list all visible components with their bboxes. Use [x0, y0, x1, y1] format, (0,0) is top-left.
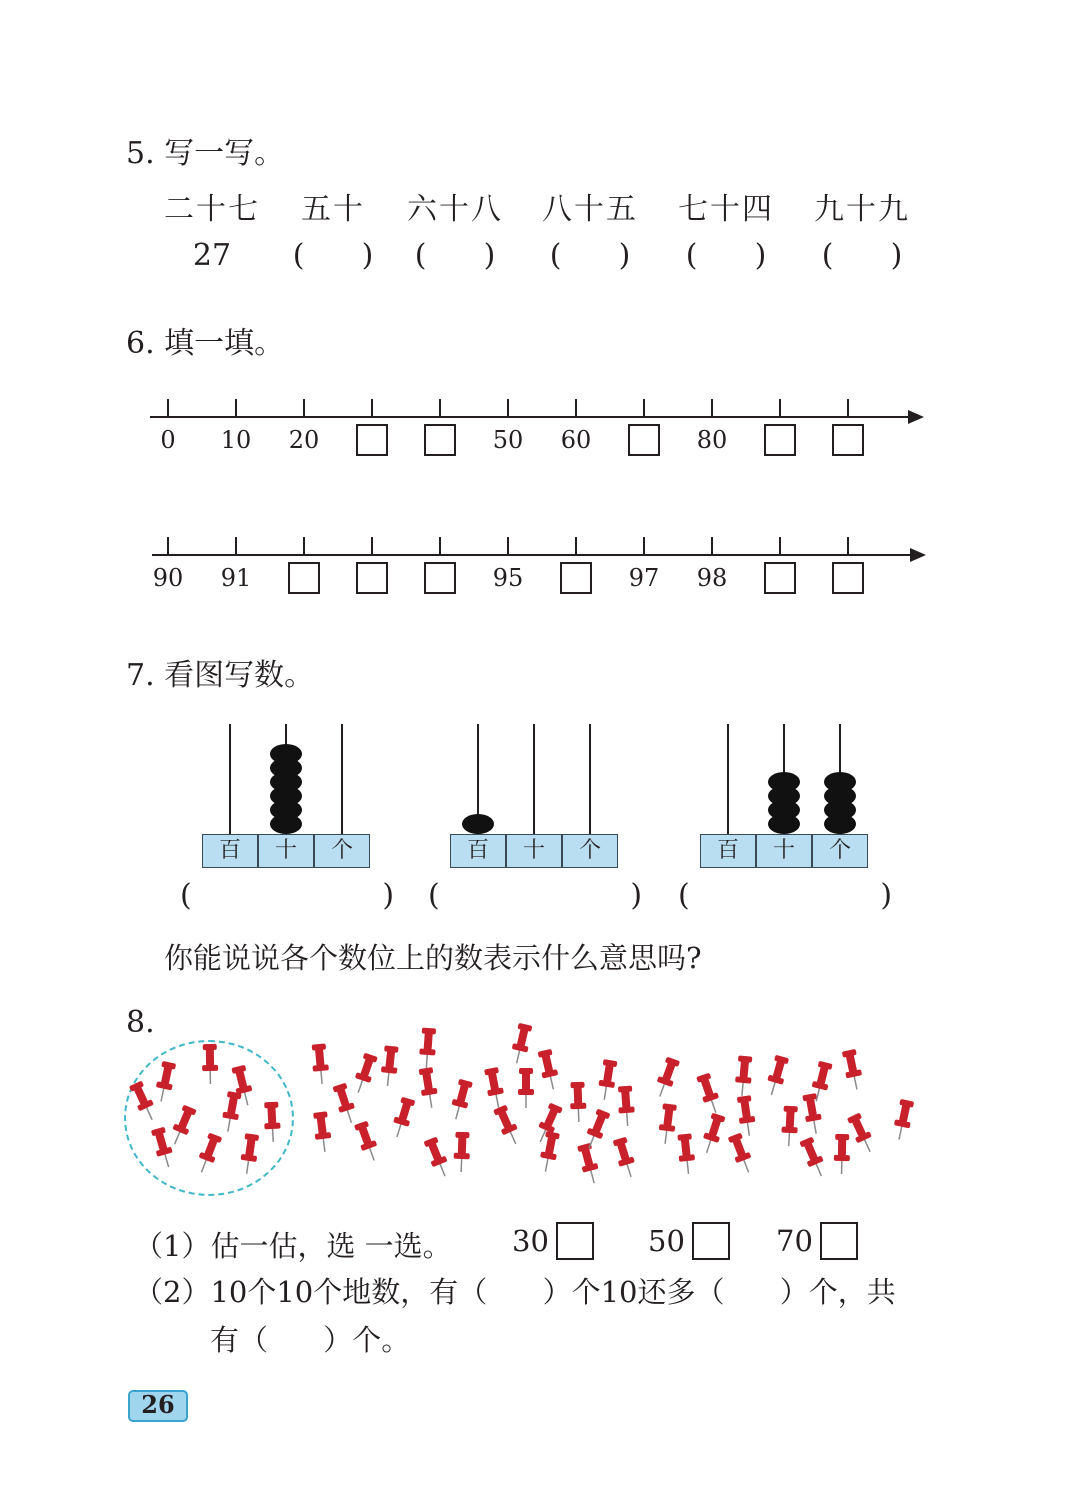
place-label-hundreds: 百: [202, 834, 258, 868]
pushpin-icon: [418, 1067, 440, 1109]
pushpin-icon: [453, 1132, 470, 1173]
answer-blank[interactable]: ( ): [414, 238, 496, 273]
tick-label: 20: [288, 426, 320, 454]
pushpin-icon: [220, 1091, 243, 1133]
pushpin-icon: [841, 1049, 865, 1091]
pushpin-icon: [509, 1023, 534, 1066]
answer-blank[interactable]: ( ): [685, 238, 767, 273]
pushpin-icon: [596, 1059, 618, 1101]
tick-label: 91: [220, 564, 252, 592]
example-answer: 27: [192, 238, 232, 273]
option-30-checkbox[interactable]: [556, 1222, 594, 1260]
place-label-tens: 十: [756, 834, 812, 868]
pushpin-icon: [695, 1072, 723, 1115]
number-word: 五十: [301, 192, 365, 227]
q7-title: 7. 看图写数。: [126, 658, 315, 693]
q8-title: 8.: [126, 1005, 155, 1040]
pushpin-icon: [389, 1096, 416, 1139]
pushpin-icon: [311, 1043, 330, 1084]
answer-blank[interactable]: ( ): [821, 238, 903, 273]
pushpin-icon: [846, 1112, 877, 1155]
q8-part2-line1: （2）10个10个地数，有（ ）个10还多（ ）个，共: [134, 1275, 896, 1309]
pushpin-icon: [239, 1133, 260, 1175]
pushpin-icon: [483, 1067, 506, 1109]
pushpin-icon: [676, 1133, 696, 1174]
tick-label: 50: [492, 426, 524, 454]
pushpin-icon: [781, 1106, 799, 1147]
pushpin-icon: [418, 1027, 437, 1068]
q5-title: 5. 写一写。: [126, 136, 285, 171]
pushpin-icon: [312, 1111, 333, 1153]
pushpin-icon: [576, 1142, 602, 1185]
pushpin-icon: [380, 1045, 400, 1086]
place-label-ones: 个: [314, 834, 370, 868]
pushpin-icon: [331, 1082, 359, 1125]
place-label-ones: 个: [562, 834, 618, 868]
pushpin-icon: [569, 1082, 586, 1123]
pushpin-icon: [736, 1095, 757, 1137]
tick-label: 10: [220, 426, 252, 454]
tick-label: 97: [628, 564, 660, 592]
place-label-ones: 个: [812, 834, 868, 868]
pushpin-icon: [492, 1104, 523, 1147]
tick-label: 60: [560, 426, 592, 454]
number-word: 八十五: [542, 192, 638, 227]
pushpin-icon: [657, 1103, 678, 1145]
pushpin-icon: [150, 1126, 176, 1169]
pushpin-icon: [891, 1099, 915, 1141]
place-label-hundreds: 百: [450, 834, 506, 868]
pushpin-icon: [798, 1136, 828, 1179]
pushpin-icon: [263, 1102, 281, 1143]
number-word: 七十四: [678, 192, 774, 227]
tick-label: 80: [696, 426, 728, 454]
number-word: 二十七: [164, 192, 260, 227]
pushpin-icon: [617, 1085, 636, 1126]
q6-title: 6. 填一填。: [126, 326, 285, 361]
pushpin-icon: [538, 1131, 561, 1173]
pushpin-icon: [537, 1049, 562, 1092]
pushpin-icon: [734, 1055, 753, 1096]
answer-blank[interactable]: ( ): [549, 238, 631, 273]
pushpin-icon: [194, 1132, 223, 1175]
tick-label: 95: [492, 564, 524, 592]
pushpin-icon: [351, 1052, 379, 1095]
pushpin-icon: [448, 1078, 474, 1121]
answer-blank[interactable]: ( ): [428, 878, 643, 913]
pushpin-icon: [612, 1136, 639, 1179]
place-label-tens: 十: [258, 834, 314, 868]
page-number: 26: [128, 1390, 188, 1422]
option-30-label: 30: [512, 1224, 549, 1258]
number-word: 九十九: [814, 192, 910, 227]
pushpin-icon: [764, 1054, 790, 1097]
option-50-checkbox[interactable]: [692, 1222, 730, 1260]
q8-part2-line2: 有（ ）个。: [210, 1323, 411, 1357]
pushpin-icon: [518, 1068, 534, 1108]
pushpin-icon: [699, 1112, 727, 1155]
pushpin-icon: [353, 1120, 382, 1163]
place-label-hundreds: 百: [700, 834, 756, 868]
number-word: 六十八: [407, 192, 503, 227]
pushpin-icon: [652, 1056, 681, 1099]
answer-blank[interactable]: ( ): [292, 238, 374, 273]
tick-label: 0: [160, 426, 176, 454]
pushpin-icon: [167, 1104, 197, 1147]
answer-blank[interactable]: ( ): [180, 878, 395, 913]
pushpin-icon: [202, 1044, 219, 1084]
answer-blank[interactable]: ( ): [678, 878, 893, 913]
pushpin-icon: [801, 1093, 824, 1135]
q7-question: 你能说说各个数位上的数表示什么意思吗?: [164, 941, 702, 975]
option-70-checkbox[interactable]: [820, 1222, 858, 1260]
pushpin-icon: [153, 1061, 177, 1103]
pushpin-icon: [834, 1134, 851, 1174]
place-label-tens: 十: [506, 834, 562, 868]
pushpin-icon: [423, 1136, 453, 1179]
option-50-label: 50: [648, 1224, 685, 1258]
pushpin-icon: [128, 1080, 159, 1123]
tick-label: 98: [696, 564, 728, 592]
pushpin-icon: [727, 1132, 756, 1175]
tick-label: 90: [152, 564, 184, 592]
option-70-label: 70: [776, 1224, 813, 1258]
q8-part1-label: （1）估一估，选 一选。: [134, 1229, 452, 1263]
